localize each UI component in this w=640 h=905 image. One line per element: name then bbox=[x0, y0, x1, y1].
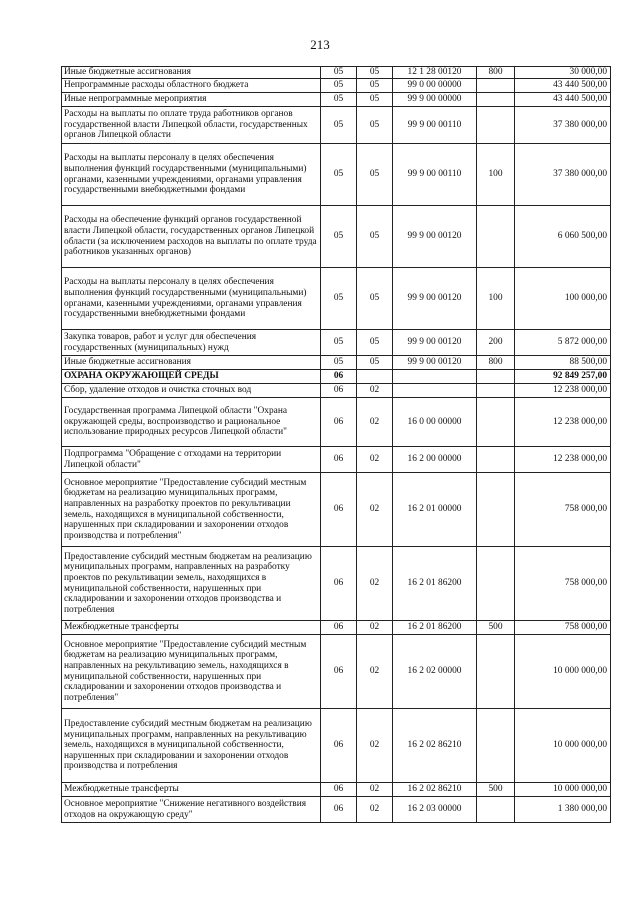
budget-table-body bbox=[62, 67, 611, 823]
table-row bbox=[62, 635, 611, 709]
row-section: 05 bbox=[321, 206, 357, 268]
row-amount: 10 000 000,00 bbox=[515, 635, 611, 709]
row-amount: 6 060 500,00 bbox=[515, 206, 611, 268]
row-subsection: 05 bbox=[357, 144, 393, 206]
row-name: Расходы на выплаты персоналу в целях обеспечения выполнения функций государственными (муниципальными) органами, казенными учреждениями, органами управления государственными внебюджетными фондами bbox=[62, 268, 321, 330]
row-section: 05 bbox=[321, 79, 357, 93]
row-section: 05 bbox=[321, 107, 357, 144]
table-row bbox=[62, 783, 611, 797]
row-name: Иные непрограммные мероприятия bbox=[62, 93, 321, 107]
row-name: Расходы на обеспечение функций органов государственной власти Липецкой области, государственных органов Липецкой области (за исключением расходов на выплаты по оплате труда работников указанных органов) bbox=[62, 206, 321, 268]
row-amount: 100 000,00 bbox=[515, 268, 611, 330]
row-target-item: 16 2 02 86210 bbox=[393, 783, 477, 797]
row-subsection: 05 bbox=[357, 356, 393, 370]
row-expense-type: 100 bbox=[477, 144, 515, 206]
row-name: Основное мероприятие "Снижение негативного воздействия отходов на окружающую среду" bbox=[62, 797, 321, 823]
row-name: Расходы на выплаты по оплате труда работников органов государственной власти Липецкой области, государственных органов Липецкой области bbox=[62, 107, 321, 144]
row-target-item: 99 9 00 00110 bbox=[393, 144, 477, 206]
row-amount: 37 380 000,00 bbox=[515, 144, 611, 206]
row-section: 05 bbox=[321, 356, 357, 370]
row-name: Непрограммные расходы областного бюджета bbox=[62, 79, 321, 93]
row-expense-type: 800 bbox=[477, 67, 515, 79]
row-subsection: 02 bbox=[357, 384, 393, 398]
row-section: 06 bbox=[321, 384, 357, 398]
row-amount: 30 000,00 bbox=[515, 67, 611, 79]
row-amount: 10 000 000,00 bbox=[515, 709, 611, 783]
row-amount: 37 380 000,00 bbox=[515, 107, 611, 144]
row-expense-type bbox=[477, 797, 515, 823]
row-subsection: 05 bbox=[357, 93, 393, 107]
table-row bbox=[62, 398, 611, 447]
row-target-item: 99 9 00 00110 bbox=[393, 107, 477, 144]
table-row bbox=[62, 370, 611, 384]
table-row bbox=[62, 797, 611, 823]
row-name: Государственная программа Липецкой области "Охрана окружающей среды, воспроизводство и рациональное использование природных ресурсов Липецкой области" bbox=[62, 398, 321, 447]
table-row bbox=[62, 384, 611, 398]
row-name: Закупка товаров, работ и услуг для обеспечения государственных (муниципальных) нужд bbox=[62, 330, 321, 356]
budget-table bbox=[61, 66, 611, 823]
row-target-item: 16 2 02 00000 bbox=[393, 635, 477, 709]
row-section: 05 bbox=[321, 67, 357, 79]
row-expense-type bbox=[477, 447, 515, 473]
row-expense-type bbox=[477, 635, 515, 709]
row-target-item: 99 9 00 00000 bbox=[393, 93, 477, 107]
row-section: 05 bbox=[321, 144, 357, 206]
row-name: Иные бюджетные ассигнования bbox=[62, 356, 321, 370]
row-subsection: 02 bbox=[357, 447, 393, 473]
page-number: 213 bbox=[310, 37, 330, 52]
table-row bbox=[62, 67, 611, 79]
row-expense-type: 500 bbox=[477, 621, 515, 635]
row-name: Подпрограмма "Обращение с отходами на территории Липецкой области" bbox=[62, 447, 321, 473]
table-row bbox=[62, 547, 611, 621]
row-name: Предоставление субсидий местным бюджетам на реализацию муниципальных программ, направленных на разработку проектов по рекультивации земель, находящихся в муниципальной собственности, нарушенных при складировании и захоронении отходов производства и потребления bbox=[62, 547, 321, 621]
table-row bbox=[62, 206, 611, 268]
table-row bbox=[62, 79, 611, 93]
row-section: 06 bbox=[321, 473, 357, 547]
row-name: Иные бюджетные ассигнования bbox=[62, 67, 321, 79]
row-name: Межбюджетные трансферты bbox=[62, 621, 321, 635]
row-target-item: 99 9 00 00120 bbox=[393, 206, 477, 268]
row-target-item: 16 2 01 00000 bbox=[393, 473, 477, 547]
row-target-item bbox=[393, 370, 477, 384]
row-target-item: 99 9 00 00120 bbox=[393, 268, 477, 330]
row-expense-type: 500 bbox=[477, 783, 515, 797]
row-amount: 758 000,00 bbox=[515, 547, 611, 621]
row-target-item: 12 1 28 00120 bbox=[393, 67, 477, 79]
row-subsection: 02 bbox=[357, 398, 393, 447]
row-section: 06 bbox=[321, 447, 357, 473]
row-subsection: 05 bbox=[357, 107, 393, 144]
row-amount: 758 000,00 bbox=[515, 621, 611, 635]
row-section: 06 bbox=[321, 783, 357, 797]
row-expense-type bbox=[477, 79, 515, 93]
row-expense-type: 800 bbox=[477, 356, 515, 370]
row-expense-type: 200 bbox=[477, 330, 515, 356]
row-subsection bbox=[357, 370, 393, 384]
table-row bbox=[62, 447, 611, 473]
row-target-item: 99 9 00 00120 bbox=[393, 330, 477, 356]
row-section: 06 bbox=[321, 621, 357, 635]
row-expense-type bbox=[477, 709, 515, 783]
table-row bbox=[62, 144, 611, 206]
table-row bbox=[62, 93, 611, 107]
row-section: 05 bbox=[321, 330, 357, 356]
row-subsection: 02 bbox=[357, 797, 393, 823]
row-expense-type: 100 bbox=[477, 268, 515, 330]
row-section: 05 bbox=[321, 93, 357, 107]
row-amount: 43 440 500,00 bbox=[515, 93, 611, 107]
row-expense-type bbox=[477, 107, 515, 144]
row-amount: 12 238 000,00 bbox=[515, 384, 611, 398]
row-subsection: 02 bbox=[357, 547, 393, 621]
row-expense-type bbox=[477, 398, 515, 447]
row-expense-type bbox=[477, 206, 515, 268]
row-section: 06 bbox=[321, 635, 357, 709]
table-row bbox=[62, 473, 611, 547]
row-target-item: 16 2 00 00000 bbox=[393, 447, 477, 473]
row-amount: 1 380 000,00 bbox=[515, 797, 611, 823]
row-amount: 92 849 257,00 bbox=[515, 370, 611, 384]
table-row bbox=[62, 709, 611, 783]
row-section: 05 bbox=[321, 268, 357, 330]
table-row bbox=[62, 330, 611, 356]
row-name: Сбор, удаление отходов и очистка сточных вод bbox=[62, 384, 321, 398]
row-target-item: 16 0 00 00000 bbox=[393, 398, 477, 447]
row-subsection: 02 bbox=[357, 783, 393, 797]
row-target-item: 16 2 03 00000 bbox=[393, 797, 477, 823]
row-expense-type bbox=[477, 370, 515, 384]
table-row bbox=[62, 107, 611, 144]
row-amount: 88 500,00 bbox=[515, 356, 611, 370]
row-amount: 43 440 500,00 bbox=[515, 79, 611, 93]
row-amount: 12 238 000,00 bbox=[515, 398, 611, 447]
table-row bbox=[62, 268, 611, 330]
row-name: Межбюджетные трансферты bbox=[62, 783, 321, 797]
row-section: 06 bbox=[321, 547, 357, 621]
row-target-item: 16 2 01 86200 bbox=[393, 547, 477, 621]
row-expense-type bbox=[477, 384, 515, 398]
row-amount: 5 872 000,00 bbox=[515, 330, 611, 356]
row-amount: 758 000,00 bbox=[515, 473, 611, 547]
row-amount: 12 238 000,00 bbox=[515, 447, 611, 473]
row-section: 06 bbox=[321, 709, 357, 783]
row-target-item: 16 2 02 86210 bbox=[393, 709, 477, 783]
table-row bbox=[62, 621, 611, 635]
row-subsection: 05 bbox=[357, 330, 393, 356]
row-subsection: 05 bbox=[357, 206, 393, 268]
row-target-item: 99 9 00 00120 bbox=[393, 356, 477, 370]
row-name: ОХРАНА ОКРУЖАЮЩЕЙ СРЕДЫ bbox=[62, 370, 321, 384]
row-subsection: 02 bbox=[357, 621, 393, 635]
row-expense-type bbox=[477, 93, 515, 107]
row-subsection: 02 bbox=[357, 709, 393, 783]
row-section: 06 bbox=[321, 797, 357, 823]
row-amount: 10 000 000,00 bbox=[515, 783, 611, 797]
row-section: 06 bbox=[321, 370, 357, 384]
row-subsection: 02 bbox=[357, 635, 393, 709]
row-expense-type bbox=[477, 547, 515, 621]
row-expense-type bbox=[477, 473, 515, 547]
row-subsection: 05 bbox=[357, 268, 393, 330]
row-name: Основное мероприятие "Предоставление субсидий местным бюджетам на реализацию муниципальных программ, направленных на рекультивацию земель, находящихся в муниципальной собственности, нарушенных при складировании и захоронении отходов производства и потребления" bbox=[62, 635, 321, 709]
table-row bbox=[62, 356, 611, 370]
row-name: Предоставление субсидий местным бюджетам на реализацию муниципальных программ, направленных на рекультивацию земель, находящихся в муниципальной собственности, нарушенных при складировании и захоронении отходов производства и потребления bbox=[62, 709, 321, 783]
row-subsection: 02 bbox=[357, 473, 393, 547]
row-subsection: 05 bbox=[357, 79, 393, 93]
row-target-item: 99 0 00 00000 bbox=[393, 79, 477, 93]
row-subsection: 05 bbox=[357, 67, 393, 79]
row-section: 06 bbox=[321, 398, 357, 447]
row-name: Основное мероприятие "Предоставление субсидий местным бюджетам на реализацию муниципальных программ, направленных на разработку проектов по рекультивации земель, находящихся в муниципальной собственности, нарушенных при складировании и захоронении отходов производства и потребления" bbox=[62, 473, 321, 547]
row-target-item: 16 2 01 86200 bbox=[393, 621, 477, 635]
row-name: Расходы на выплаты персоналу в целях обеспечения выполнения функций государственными (муниципальными) органами, казенными учреждениями, органами управления государственными внебюджетными фондами bbox=[62, 144, 321, 206]
row-target-item bbox=[393, 384, 477, 398]
